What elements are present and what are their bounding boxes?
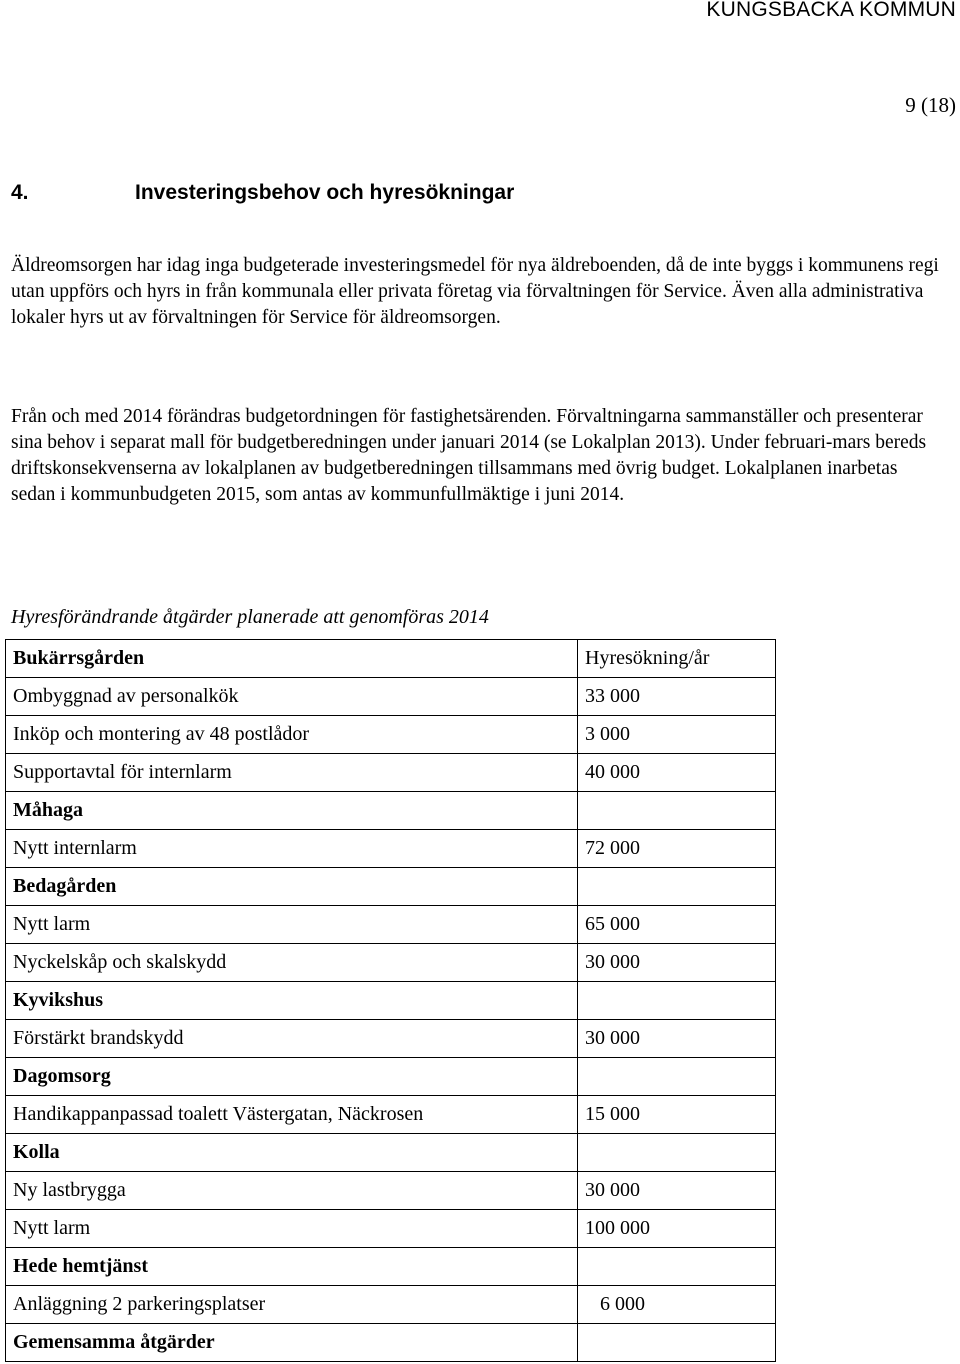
rent-increase-value — [578, 1058, 776, 1096]
table-row — [6, 1172, 776, 1210]
measure-label: Inköp och montering av 48 postlådor — [6, 716, 578, 754]
table-row — [6, 754, 776, 792]
rent-increase-value — [578, 1324, 776, 1362]
measure-label: Ombyggnad av personalkök — [6, 678, 578, 716]
facility-name: Bukärrsgården — [6, 640, 578, 678]
rent-increase-table — [5, 639, 776, 1362]
rent-increase-value: 30 000 — [578, 944, 776, 982]
rent-increase-value — [578, 1134, 776, 1172]
table-row — [6, 678, 776, 716]
table-group-row — [6, 1248, 776, 1286]
table-group-row — [6, 982, 776, 1020]
rent-increase-value: 30 000 — [578, 1020, 776, 1058]
table-row — [6, 906, 776, 944]
rent-increase-value: 40 000 — [578, 754, 776, 792]
measure-label: Supportavtal för internlarm — [6, 754, 578, 792]
measure-label: Nytt larm — [6, 906, 578, 944]
facility-name: Kyvikshus — [6, 982, 578, 1020]
table-row — [6, 1020, 776, 1058]
facility-name: Dagomsorg — [6, 1058, 578, 1096]
rent-increase-value — [578, 982, 776, 1020]
rent-increase-value — [578, 792, 776, 830]
facility-name: Kolla — [6, 1134, 578, 1172]
rent-increase-value: 30 000 — [578, 1172, 776, 1210]
section-number: 4. — [11, 181, 29, 204]
rent-increase-value: 33 000 — [578, 678, 776, 716]
rent-increase-value: 3 000 — [578, 716, 776, 754]
rent-increase-value: 72 000 — [578, 830, 776, 868]
measure-label: Handikappanpassad toalett Västergatan, Näckrosen — [6, 1096, 578, 1134]
measure-label: Förstärkt brandskydd — [6, 1020, 578, 1058]
page-number: 9 (18) — [905, 93, 956, 117]
facility-name: Gemensamma åtgärder — [6, 1324, 578, 1362]
measure-label: Nytt larm — [6, 1210, 578, 1248]
table-group-row — [6, 640, 776, 678]
measure-label: Nyckelskåp och skalskydd — [6, 944, 578, 982]
table-group-row — [6, 1058, 776, 1096]
value-column-header: Hyresökning/år — [578, 640, 776, 678]
section-title: Investeringsbehov och hyresökningar — [135, 181, 515, 204]
table-row — [6, 1096, 776, 1134]
facility-name: Hede hemtjänst — [6, 1248, 578, 1286]
table-row — [6, 716, 776, 754]
table-group-row — [6, 868, 776, 906]
table-group-row — [6, 1134, 776, 1172]
rent-increase-value — [578, 868, 776, 906]
table-row — [6, 944, 776, 982]
rent-increase-value: 65 000 — [578, 906, 776, 944]
paragraph-budget-order: Från och med 2014 förändras budgetordningen för fastighetsärenden. Förvaltningarna sammanställer och presenterar sina behov i separat mall för budgetberedningen under januari 2014 (se Lokalplan 2013). Under februari-mars bereds driftskonsekvenserna av lokalplanen av budgetberedningen tillsammans med övrig budget. Lokalplanen inarbetas sedan i kommunbudgeten 2015, som antas av kommunfullmäktige i juni 2014. — [11, 406, 927, 505]
rent-increase-value — [578, 1248, 776, 1286]
table-row — [6, 1286, 776, 1324]
organization-header: KUNGSBACKA KOMMUN — [706, 0, 956, 21]
table-group-row — [6, 1324, 776, 1362]
table-row — [6, 1210, 776, 1248]
table-group-row — [6, 792, 776, 830]
measure-label: Nytt internlarm — [6, 830, 578, 868]
facility-name: Bedagården — [6, 868, 578, 906]
facility-name: Måhaga — [6, 792, 578, 830]
rent-increase-value: 6 000 — [578, 1286, 776, 1324]
measure-label: Ny lastbrygga — [6, 1172, 578, 1210]
table-row — [6, 830, 776, 868]
paragraph-investment: Äldreomsorgen har idag inga budgeterade investeringsmedel för nya äldreboenden, då de inte byggs i kommunens regi utan uppförs och hyrs in från kommunala eller privata företag via förvaltningen för Service. Även alla administrativa lokaler hyrs ut av förvaltningen för Service för äldreomsorgen. — [11, 255, 939, 328]
measure-label: Anläggning 2 parkeringsplatser — [6, 1286, 578, 1324]
rent-increase-value: 100 000 — [578, 1210, 776, 1248]
table-caption: Hyresförändrande åtgärder planerade att genomföras 2014 — [11, 606, 489, 628]
rent-increase-value: 15 000 — [578, 1096, 776, 1134]
